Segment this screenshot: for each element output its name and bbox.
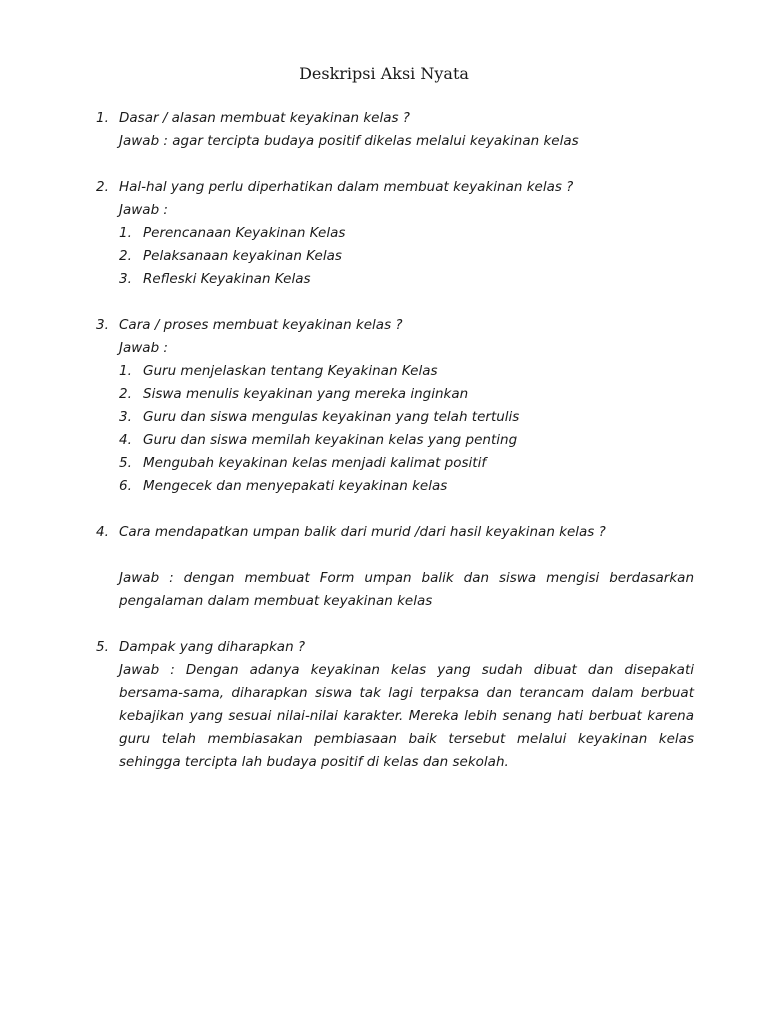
document-body — [96, 107, 694, 774]
list-item-text: Siswa menulis keyakinan yang mereka inginkan — [143, 386, 469, 402]
list-item-number: 6. — [119, 478, 132, 494]
question-text: Dampak yang diharapkan ? — [119, 639, 306, 655]
list-item-number: 3. — [119, 409, 132, 425]
list-item-text: Mengubah keyakinan kelas menjadi kalimat positif — [143, 455, 487, 471]
list-item-text: Guru menjelaskan tentang Keyakinan Kelas — [143, 363, 438, 379]
question-text: Dasar / alasan membuat keyakinan kelas ? — [119, 110, 410, 126]
answer-text: Jawab : dengan membuat Form umpan balik dan siswa mengisi berdasarkan pengalaman dalam membuat keyakinan kelas — [119, 570, 694, 609]
question-item-2 — [96, 176, 694, 291]
question-item-3 — [96, 314, 694, 498]
question-number: 3. — [96, 317, 109, 333]
list-item — [119, 360, 694, 383]
list-item — [119, 452, 694, 475]
list-item-text: Refleski Keyakinan Kelas — [143, 271, 311, 287]
question-number: 5. — [96, 639, 109, 655]
list-item-number: 2. — [119, 248, 132, 264]
answer-text: Jawab : agar tercipta budaya positif dikelas melalui keyakinan kelas — [119, 133, 579, 149]
spacer — [96, 498, 694, 521]
question-text: Cara mendapatkan umpan balik dari murid /dari hasil keyakinan kelas ? — [119, 524, 606, 540]
list-item-number: 3. — [119, 271, 132, 287]
list-item — [119, 475, 694, 498]
list-item-number: 4. — [119, 432, 132, 448]
question-item-1 — [96, 107, 694, 153]
list-item — [119, 406, 694, 429]
list-item-number: 1. — [119, 225, 132, 241]
spacer — [96, 291, 694, 314]
spacer — [119, 544, 694, 567]
list-item — [119, 429, 694, 452]
question-item-4 — [96, 521, 694, 613]
question-text: Cara / proses membuat keyakinan kelas ? — [119, 317, 403, 333]
list-item-number: 1. — [119, 363, 132, 379]
list-item — [119, 268, 694, 291]
list-item-text: Mengecek dan menyepakati keyakinan kelas — [143, 478, 448, 494]
spacer — [96, 613, 694, 636]
list-item-number: 2. — [119, 386, 132, 402]
list-item-text: Perencanaan Keyakinan Kelas — [143, 225, 346, 241]
question-number: 2. — [96, 179, 109, 195]
list-item-text: Guru dan siswa mengulas keyakinan yang telah tertulis — [143, 409, 520, 425]
list-item-text: Pelaksanaan keyakinan Kelas — [143, 248, 342, 264]
question-item-5 — [96, 636, 694, 774]
list-item-text: Guru dan siswa memilah keyakinan kelas yang penting — [143, 432, 518, 448]
list-item — [119, 222, 694, 245]
list-item-number: 5. — [119, 455, 132, 471]
question-number: 1. — [96, 110, 109, 126]
document-title: Deskripsi Aksi Nyata — [299, 64, 469, 83]
answer-label: Jawab : — [119, 202, 168, 218]
list-item — [119, 245, 694, 268]
spacer — [96, 153, 694, 176]
answer-text: Jawab : Dengan adanya keyakinan kelas yang sudah dibuat dan disepakati bersama-sama, diharapkan siswa tak lagi terpaksa dan terancam dalam berbuat kebajikan yang sesuai nilai-nilai karakter. Mereka lebih senang hati berbuat karena guru telah membiasakan pembiasaan baik tersebut melalui keyakinan kelas sehingga tercipta lah budaya positif di kelas dan sekolah. — [119, 662, 694, 770]
list-item — [119, 383, 694, 406]
question-number: 4. — [96, 524, 109, 540]
question-text: Hal-hal yang perlu diperhatikan dalam membuat keyakinan kelas ? — [119, 179, 574, 195]
answer-label: Jawab : — [119, 340, 168, 356]
